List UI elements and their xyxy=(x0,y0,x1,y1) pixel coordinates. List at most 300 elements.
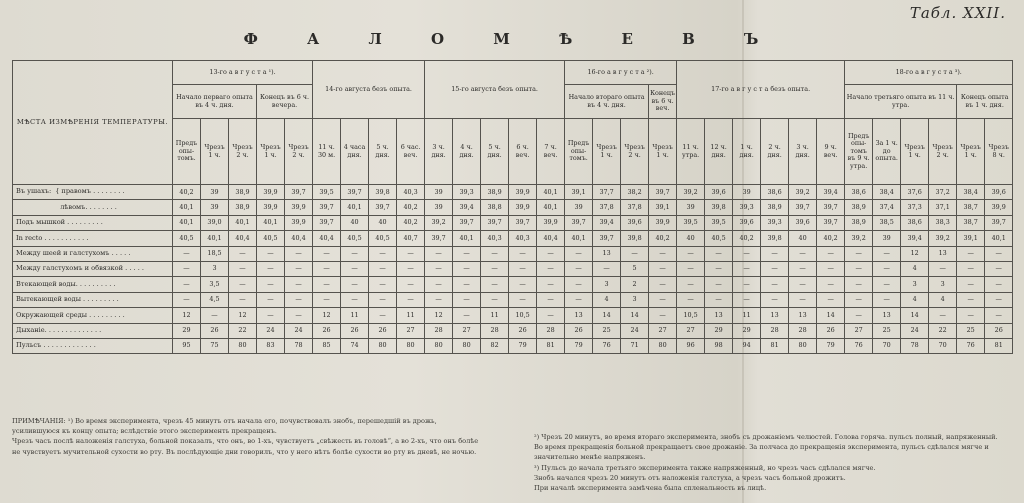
row-label xyxy=(13,246,173,261)
table-cell: 26 xyxy=(369,323,397,338)
table-cell: — xyxy=(565,261,593,276)
table-cell: 39 xyxy=(733,185,761,200)
row-label-text: Окружающей среды . . . . . . . . . xyxy=(16,310,125,319)
table-cell: — xyxy=(789,292,817,307)
table-cell: — xyxy=(425,277,453,292)
table-cell: 40,5 xyxy=(705,231,733,246)
table-cell: 3 xyxy=(593,277,621,292)
table-cell: 40,3 xyxy=(481,231,509,246)
table-cell: — xyxy=(369,261,397,276)
table-cell: — xyxy=(565,292,593,307)
temperature-table xyxy=(12,60,1013,354)
row-label-text: Между галстухомъ и обвязкой . . . . . xyxy=(16,264,145,273)
table-cell: 39,8 xyxy=(761,231,789,246)
table-cell: — xyxy=(453,277,481,292)
table-cell: 12 xyxy=(173,308,201,323)
column-header: 3 ч. дня. xyxy=(425,119,453,185)
table-cell: 76 xyxy=(593,338,621,353)
table-cell: 39,6 xyxy=(985,185,1013,200)
table-cell: 4 xyxy=(593,292,621,307)
table-cell: 71 xyxy=(621,338,649,353)
column-header: 9 ч. веч. xyxy=(817,119,845,185)
table-cell: 14 xyxy=(901,308,929,323)
table-cell: 13 xyxy=(873,308,901,323)
table-cell: 78 xyxy=(901,338,929,353)
table-cell: 39,7 xyxy=(817,200,845,215)
table-cell: — xyxy=(593,261,621,276)
row-label-text: правомъ . . . . . . . . xyxy=(61,187,125,196)
table-cell: 80 xyxy=(425,338,453,353)
table-cell: 39,6 xyxy=(733,215,761,230)
row-label-text: In recto . . . . . . . . . . . xyxy=(16,233,89,242)
table-cell: 3 xyxy=(929,277,957,292)
table-cell: 40,1 xyxy=(537,185,565,200)
table-cell: 37,3 xyxy=(901,200,929,215)
table-cell: 39,9 xyxy=(509,185,537,200)
table-cell: 39 xyxy=(425,185,453,200)
table-cell: 78 xyxy=(285,338,313,353)
table-cell: 40,1 xyxy=(985,231,1013,246)
table-cell: 40 xyxy=(341,215,369,230)
table-cell: 39 xyxy=(873,231,901,246)
row-label xyxy=(13,292,173,307)
table-cell: 39 xyxy=(425,200,453,215)
column-header: 2 ч. дня. xyxy=(761,119,789,185)
table-cell: 26 xyxy=(817,323,845,338)
table-cell: — xyxy=(453,292,481,307)
table-cell: 28 xyxy=(537,323,565,338)
table-cell: 39,4 xyxy=(593,215,621,230)
table-cell: 40 xyxy=(677,231,705,246)
table-cell: — xyxy=(453,308,481,323)
table-row xyxy=(13,323,1013,338)
table-cell: — xyxy=(369,277,397,292)
table-cell: 40,4 xyxy=(285,231,313,246)
table-cell: — xyxy=(985,292,1013,307)
footnote: ПРИМѢЧАНІЯ: ¹) Во время эксперимента, чрезъ 45 минутъ отъ начала его, почувствовалъ знобъ, перешедшій въ дрожь, усилившуюся къ концу опыта; вслѣдствіе этого эксперименть прекращенъ. xyxy=(12,417,437,436)
table-cell: 40,1 xyxy=(173,215,201,230)
table-cell: 26 xyxy=(341,323,369,338)
table-cell: 22 xyxy=(229,323,257,338)
table-cell: 39,1 xyxy=(649,200,677,215)
column-header: 1 ч. дня. xyxy=(733,119,761,185)
table-cell: 12 xyxy=(229,308,257,323)
table-cell: 14 xyxy=(593,308,621,323)
column-header: Предъ опы- томъ. xyxy=(565,119,593,185)
table-cell: — xyxy=(285,308,313,323)
table-cell: 2 xyxy=(621,277,649,292)
table-cell: 81 xyxy=(537,338,565,353)
column-header: Чрезъ 2 ч. xyxy=(621,119,649,185)
footnote: ³) Пульсъ до начала третьяго эксперимента также напряженный, но чрезъ часъ сдѣлался мягче. xyxy=(534,463,876,472)
subgroup-header: Начало третьяго опыта въ 11 ч. утра. xyxy=(845,85,957,119)
table-cell: — xyxy=(537,308,565,323)
table-cell: — xyxy=(677,292,705,307)
row-label xyxy=(13,338,173,353)
row-label-text: Подъ мышкой . . . . . . . . . xyxy=(16,218,103,227)
table-cell: 27 xyxy=(649,323,677,338)
table-row xyxy=(13,215,1013,230)
table-cell: 18,5 xyxy=(201,246,229,261)
table-cell: — xyxy=(873,261,901,276)
group-header: 14-го августа безъ опыта. xyxy=(313,61,425,119)
table-cell: 39,0 xyxy=(201,215,229,230)
table-cell: 94 xyxy=(733,338,761,353)
table-cell: — xyxy=(957,246,985,261)
table-cell: — xyxy=(369,292,397,307)
table-cell: — xyxy=(313,277,341,292)
column-header: Чрезъ 1 ч. xyxy=(901,119,929,185)
table-cell: 39,9 xyxy=(257,185,285,200)
table-cell: — xyxy=(873,246,901,261)
group-header: 18-го а в г у с т а ³). xyxy=(845,61,1013,85)
table-cell: 40,3 xyxy=(397,185,425,200)
subgroup-header: Начало перваго опыта въ 4 ч. дня. xyxy=(173,85,257,119)
table-cell: 39,8 xyxy=(369,185,397,200)
table-cell: — xyxy=(873,277,901,292)
table-cell: 40,2 xyxy=(649,231,677,246)
table-cell: 39,5 xyxy=(677,215,705,230)
table-cell: — xyxy=(985,277,1013,292)
column-header: Чрезъ 2 ч. xyxy=(285,119,313,185)
table-cell: — xyxy=(845,292,873,307)
table-cell: 39,9 xyxy=(537,215,565,230)
table-cell: 25 xyxy=(593,323,621,338)
table-cell: — xyxy=(845,246,873,261)
table-cell: — xyxy=(817,277,845,292)
table-cell: — xyxy=(173,292,201,307)
row-label xyxy=(13,277,173,292)
column-header: Предъ опы- томъ въ 9 ч. утра. xyxy=(845,119,873,185)
table-cell: 11 xyxy=(341,308,369,323)
table-cell: — xyxy=(733,277,761,292)
table-cell: — xyxy=(201,308,229,323)
table-cell: 39,1 xyxy=(957,231,985,246)
table-cell: — xyxy=(481,246,509,261)
table-cell: 39,6 xyxy=(789,215,817,230)
table-cell: 40,1 xyxy=(453,231,481,246)
table-cell: 24 xyxy=(901,323,929,338)
table-cell: 14 xyxy=(621,308,649,323)
table-cell: 75 xyxy=(201,338,229,353)
table-cell: 96 xyxy=(677,338,705,353)
column-header: 5 ч. дня. xyxy=(369,119,397,185)
table-cell: 40,1 xyxy=(201,231,229,246)
table-cell: 40,2 xyxy=(397,215,425,230)
table-cell: 39,7 xyxy=(453,215,481,230)
table-cell: 38,4 xyxy=(873,185,901,200)
location-header: МѢСТА ИЗМѢРЕНІЯ ТЕМПЕРАТУРЫ. xyxy=(13,61,173,185)
table-cell: 40,3 xyxy=(509,231,537,246)
table-cell: — xyxy=(985,308,1013,323)
table-cell: — xyxy=(957,292,985,307)
table-cell: 3,5 xyxy=(201,277,229,292)
table-cell: 40,5 xyxy=(341,231,369,246)
table-cell: 39,7 xyxy=(817,215,845,230)
table-cell: 80 xyxy=(789,338,817,353)
table-cell: 79 xyxy=(817,338,845,353)
table-cell: 80 xyxy=(397,338,425,353)
table-cell: — xyxy=(397,292,425,307)
table-cell: 39,7 xyxy=(341,185,369,200)
table-cell: 39,7 xyxy=(509,215,537,230)
table-cell: 80 xyxy=(649,338,677,353)
table-cell: 40,5 xyxy=(257,231,285,246)
table-cell: 24 xyxy=(257,323,285,338)
table-cell: 39,7 xyxy=(425,231,453,246)
table-cell: — xyxy=(817,246,845,261)
table-cell: 39,2 xyxy=(845,231,873,246)
table-row xyxy=(13,261,1013,276)
table-cell: — xyxy=(285,246,313,261)
table-cell: 27 xyxy=(677,323,705,338)
table-cell: 38,2 xyxy=(621,185,649,200)
table-cell: 38,8 xyxy=(481,200,509,215)
footnotes-right xyxy=(534,432,1002,493)
group-header: 15-го августа безъ опыта. xyxy=(425,61,565,119)
table-cell: 39,7 xyxy=(369,200,397,215)
table-cell: — xyxy=(705,246,733,261)
table-cell: 38,9 xyxy=(481,185,509,200)
column-header: 6 ч. веч. xyxy=(509,119,537,185)
subgroup-header: Конецъ опыта въ 1 ч. дня. xyxy=(957,85,1013,119)
table-cell: — xyxy=(537,277,565,292)
table-cell: 70 xyxy=(929,338,957,353)
table-cell: 40,2 xyxy=(733,231,761,246)
table-cell: — xyxy=(509,261,537,276)
table-cell: 39,9 xyxy=(285,200,313,215)
table-cell: 25 xyxy=(873,323,901,338)
table-cell: 26 xyxy=(985,323,1013,338)
table-cell: 39,1 xyxy=(565,185,593,200)
table-cell: 13 xyxy=(929,246,957,261)
table-cell: 27 xyxy=(397,323,425,338)
table-cell: 81 xyxy=(761,338,789,353)
column-header: Чрезъ 1 ч. xyxy=(649,119,677,185)
table-cell: 40,1 xyxy=(537,200,565,215)
table-cell: 39,2 xyxy=(929,231,957,246)
table-cell: 79 xyxy=(509,338,537,353)
table-row xyxy=(13,200,1013,215)
table-cell: — xyxy=(229,277,257,292)
table-cell: 40,4 xyxy=(537,231,565,246)
table-cell: 12 xyxy=(901,246,929,261)
table-cell: — xyxy=(649,308,677,323)
row-label-text: Между шеей и галстухомъ . . . . . xyxy=(16,248,131,257)
table-cell: 3 xyxy=(621,292,649,307)
table-cell: 39,8 xyxy=(705,200,733,215)
table-cell: — xyxy=(649,246,677,261)
table-cell: 39,6 xyxy=(705,185,733,200)
row-label-text: Дыханіе. . . . . . . . . . . . . . xyxy=(16,325,102,334)
column-header: 11 ч. 30 м. xyxy=(313,119,341,185)
table-cell: 37,1 xyxy=(929,200,957,215)
table-cell: — xyxy=(789,261,817,276)
table-cell: — xyxy=(425,261,453,276)
table-cell: 39,4 xyxy=(453,200,481,215)
table-cell: 39,3 xyxy=(761,215,789,230)
table-cell: — xyxy=(313,261,341,276)
table-cell: — xyxy=(957,277,985,292)
table-cell: — xyxy=(369,246,397,261)
column-header: Чрезъ 2 ч. xyxy=(229,119,257,185)
table-cell: 38,9 xyxy=(761,200,789,215)
table-cell: — xyxy=(677,277,705,292)
column-header: 12 ч. дня. xyxy=(705,119,733,185)
table-row xyxy=(13,292,1013,307)
subgroup-header: Начало втораго опыта въ 4 ч. дня. xyxy=(565,85,649,119)
row-label xyxy=(13,200,173,215)
table-cell: 37,4 xyxy=(873,200,901,215)
table-cell: — xyxy=(173,277,201,292)
row-label xyxy=(13,231,173,246)
table-cell: — xyxy=(229,292,257,307)
table-cell: — xyxy=(677,261,705,276)
table-cell: — xyxy=(761,246,789,261)
table-cell: 13 xyxy=(761,308,789,323)
table-cell: 39,7 xyxy=(565,215,593,230)
table-cell: 11 xyxy=(481,308,509,323)
table-cell: — xyxy=(733,246,761,261)
table-cell: 40,1 xyxy=(341,200,369,215)
column-header: За 1 ч. до опыта. xyxy=(873,119,901,185)
table-cell: 13 xyxy=(565,308,593,323)
table-cell: 40,2 xyxy=(173,185,201,200)
group-header: 17-го а в г у с т а безъ опыта. xyxy=(677,61,845,119)
table-cell: — xyxy=(733,261,761,276)
table-cell: 38,5 xyxy=(873,215,901,230)
table-cell: 76 xyxy=(957,338,985,353)
table-cell: 81 xyxy=(985,338,1013,353)
table-cell: — xyxy=(341,277,369,292)
table-cell: — xyxy=(285,292,313,307)
column-header: Предъ опы- томъ. xyxy=(173,119,201,185)
table-cell: — xyxy=(509,246,537,261)
group-header: 16-го а в г у с т а ²). xyxy=(565,61,677,85)
table-cell: 80 xyxy=(453,338,481,353)
table-cell: 37,2 xyxy=(929,185,957,200)
table-cell: — xyxy=(677,246,705,261)
table-cell: 82 xyxy=(481,338,509,353)
table-cell: — xyxy=(509,292,537,307)
table-cell: 40,1 xyxy=(229,215,257,230)
table-cell: 80 xyxy=(229,338,257,353)
table-cell: — xyxy=(817,292,845,307)
table-cell: 12 xyxy=(425,308,453,323)
table-cell: 85 xyxy=(313,338,341,353)
table-cell: 12 xyxy=(313,308,341,323)
table-cell: 26 xyxy=(313,323,341,338)
table-cell: — xyxy=(229,246,257,261)
table-cell: 39,5 xyxy=(705,215,733,230)
table-cell: 39,2 xyxy=(677,185,705,200)
row-label xyxy=(13,323,173,338)
table-cell: — xyxy=(341,292,369,307)
table-cell: — xyxy=(313,246,341,261)
table-cell: 39,7 xyxy=(789,200,817,215)
row-label-text: Втекающей воды. . . . . . . . . . xyxy=(16,279,116,288)
table-cell: — xyxy=(761,277,789,292)
table-cell: 24 xyxy=(285,323,313,338)
table-cell: — xyxy=(705,277,733,292)
table-cell: — xyxy=(537,261,565,276)
table-cell: — xyxy=(397,277,425,292)
table-cell: — xyxy=(481,277,509,292)
table-cell: — xyxy=(397,246,425,261)
table-cell: 40,5 xyxy=(173,231,201,246)
table-cell: 22 xyxy=(929,323,957,338)
table-cell: 28 xyxy=(761,323,789,338)
table-cell: 37,8 xyxy=(593,200,621,215)
table-cell: — xyxy=(845,277,873,292)
table-row xyxy=(13,308,1013,323)
table-cell: 40,1 xyxy=(257,215,285,230)
row-label-text: Вытекающей воды . . . . . . . . . xyxy=(16,295,119,304)
table-cell: 39,7 xyxy=(313,200,341,215)
column-header: 5 ч. дня. xyxy=(481,119,509,185)
table-cell: 39,2 xyxy=(789,185,817,200)
footnote: Чрезъ часъ послѣ наложенія галстуха, больной показалъ, что онъ, во 1-хъ, чувствуетъ „свѣжесть въ головѣ“, а во 2-хъ, что онъ болѣе не чувствуетъ мучительной сухости во рту. Въ послѣдующіе дни говорилъ, что у него нѣтъ болѣе сухости во рту въ дневѣ, не ночью. xyxy=(12,437,479,456)
table-row xyxy=(13,338,1013,353)
group-header: 13-го а в г у с т а ¹). xyxy=(173,61,313,85)
table-cell: 40,1 xyxy=(173,200,201,215)
table-cell: — xyxy=(229,261,257,276)
table-cell: — xyxy=(257,277,285,292)
column-header: 4 ч. дня. xyxy=(453,119,481,185)
table-cell: — xyxy=(257,246,285,261)
table-cell: — xyxy=(761,261,789,276)
table-cell: — xyxy=(705,292,733,307)
table-cell: 28 xyxy=(481,323,509,338)
table-cell: 4 xyxy=(901,261,929,276)
row-label xyxy=(13,261,173,276)
table-row xyxy=(13,246,1013,261)
table-cell: — xyxy=(369,308,397,323)
table-cell: 83 xyxy=(257,338,285,353)
table-cell: 74 xyxy=(341,338,369,353)
subgroup-header: Конецъ въ 6 ч. вечера. xyxy=(257,85,313,119)
table-cell: 37,8 xyxy=(621,200,649,215)
table-cell: 38,9 xyxy=(229,185,257,200)
table-cell: 98 xyxy=(705,338,733,353)
footnotes-left xyxy=(12,416,482,457)
table-cell: — xyxy=(957,308,985,323)
column-header: Чрезъ 1 ч. xyxy=(593,119,621,185)
column-header: Чрезъ 1 ч. xyxy=(257,119,285,185)
table-cell: — xyxy=(453,261,481,276)
table-cell: 13 xyxy=(705,308,733,323)
table-cell: — xyxy=(649,292,677,307)
table-cell: — xyxy=(845,261,873,276)
table-cell: — xyxy=(817,261,845,276)
column-header: 7 ч. веч. xyxy=(537,119,565,185)
table-cell: — xyxy=(425,292,453,307)
table-cell: 39,9 xyxy=(985,200,1013,215)
table-cell: — xyxy=(985,246,1013,261)
row-label xyxy=(13,215,173,230)
column-header: 3 ч. дня. xyxy=(789,119,817,185)
table-cell: — xyxy=(453,246,481,261)
table-cell: — xyxy=(649,277,677,292)
table-cell: 3 xyxy=(901,277,929,292)
table-cell: 4 xyxy=(929,292,957,307)
table-cell: 38,9 xyxy=(845,200,873,215)
table-cell: 13 xyxy=(789,308,817,323)
table-cell: 40,7 xyxy=(397,231,425,246)
table-cell: 70 xyxy=(873,338,901,353)
table-cell: 38,6 xyxy=(901,215,929,230)
table-cell: 29 xyxy=(173,323,201,338)
